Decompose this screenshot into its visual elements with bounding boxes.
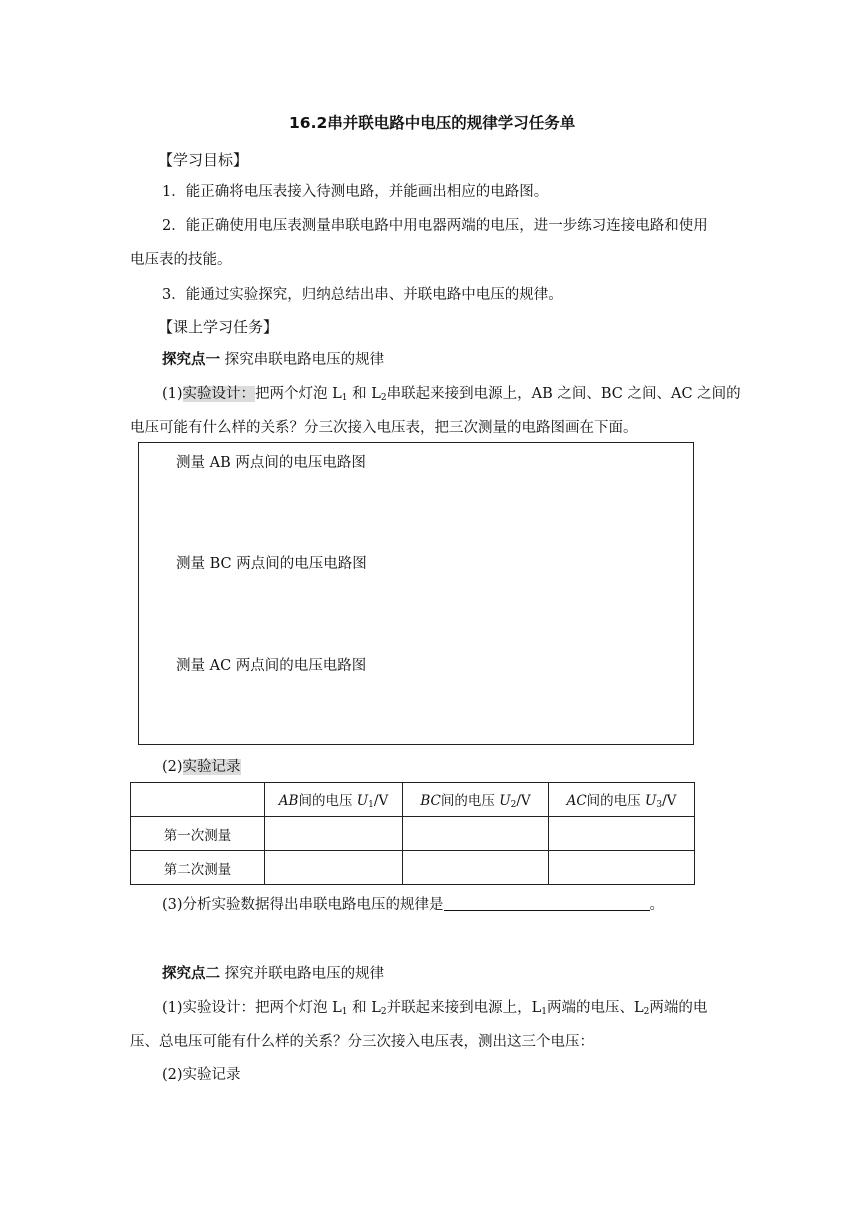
design-text: 串联起来接到电源上，AB 之间、BC 之间、AC 之间的 (386, 386, 741, 402)
header-u: U (499, 793, 511, 809)
empty-cell (549, 851, 695, 885)
design-prefix: (1) (162, 386, 183, 402)
table-header-row (131, 783, 695, 817)
empty-cell (265, 817, 403, 851)
point2-design-line-2: 压、总电压可能有什么样的关系？分三次接入电压表，测出这三个电压： (130, 1034, 594, 1050)
point2-title: 探究并联电路电压的规律 (220, 966, 385, 982)
subscript: 2 (643, 1007, 650, 1017)
analysis-text: (3)分析实验数据得出串联电路电压的规律是 (162, 897, 444, 913)
design-text: 和 L (347, 386, 381, 402)
header-sub: 2 (510, 800, 517, 810)
header-ab (265, 783, 403, 817)
table-row (131, 851, 695, 885)
empty-cell (403, 851, 549, 885)
record-prefix: (2) (162, 759, 183, 775)
subscript: 1 (341, 393, 348, 403)
header-sub: 1 (368, 800, 374, 810)
empty-cell (403, 817, 549, 851)
point1-label: 探究点一 (162, 352, 220, 368)
record-label: 实验记录 (182, 759, 241, 775)
header-unit: /V (373, 793, 389, 809)
header-unit: /V (516, 793, 531, 809)
header-sub: 3 (656, 800, 663, 810)
point2-heading (162, 962, 384, 983)
header-var: BC (420, 793, 441, 809)
row-label: 第二次测量 (131, 851, 265, 885)
objective-1: 1．能正确将电压表接入待测电路，并能画出相应的电路图。 (162, 184, 549, 200)
design-text: 并联起来接到电源上，L (386, 1000, 542, 1016)
design-label: 实验设计： (182, 386, 256, 402)
series-record-table (130, 782, 695, 885)
empty-cell (265, 851, 403, 885)
design-text: 两端的电压、L (546, 1000, 644, 1016)
design-text: 把两个灯泡 L (255, 386, 342, 402)
header-bc (403, 783, 549, 817)
header-var: AB (278, 793, 299, 809)
diagram-drawing-box (138, 442, 694, 745)
point1-record-heading (162, 755, 241, 776)
header-unit: /V (662, 793, 677, 809)
page-title: 16.2串并联电路中电压的规律学习任务单 (289, 114, 576, 132)
analysis-end: 。 (649, 897, 665, 913)
point1-heading (162, 348, 384, 369)
design-text: 两端的电 (649, 1000, 708, 1016)
objective-2-line-1: 2．能正确使用电压表测量串联电路中用电器两端的电压，进一步练习连接电路和使用 (162, 218, 708, 234)
diagram-ac-label: 测量 AC 两点间的电压电路图 (176, 658, 367, 674)
point1-design-line-2: 电压可能有什么样的关系？分三次接入电压表，把三次测量的电路图画在下面。 (130, 420, 638, 436)
table-corner-cell (131, 783, 265, 817)
diagram-ab-label: 测量 AB 两点间的电压电路图 (176, 455, 366, 471)
header-text: 间的电压 (440, 793, 500, 809)
analysis-line (162, 893, 664, 914)
empty-cell (549, 817, 695, 851)
objective-2-line-2: 电压表的技能。 (130, 252, 232, 268)
header-var: AC (566, 793, 587, 809)
header-u: U (644, 793, 657, 809)
point1-title: 探究串联电路电压的规律 (220, 352, 385, 368)
subscript: 1 (341, 1007, 348, 1017)
subscript: 2 (380, 393, 387, 403)
design-text: 和 L (347, 1000, 381, 1016)
row-label: 第一次测量 (131, 817, 265, 851)
point2-label: 探究点二 (162, 966, 220, 982)
subscript: 2 (380, 1007, 387, 1017)
tasks-heading: 【课上学习任务】 (158, 318, 279, 336)
point2-design-line-1 (162, 996, 707, 1017)
point1-design-line-1 (162, 382, 741, 403)
design-text: (1)实验设计：把两个灯泡 L (162, 1000, 342, 1016)
point2-record-heading: (2)实验记录 (162, 1067, 241, 1083)
header-text: 间的电压 (586, 793, 645, 809)
diagram-bc-label: 测量 BC 两点间的电压电路图 (176, 556, 367, 572)
answer-blank (444, 896, 650, 911)
objective-3: 3．能通过实验探究，归纳总结出串、并联电路中电压的规律。 (162, 287, 563, 303)
header-text: 间的电压 (298, 793, 357, 809)
header-ac (549, 783, 695, 817)
header-u: U (356, 793, 369, 809)
objectives-heading: 【学习目标】 (158, 151, 249, 169)
subscript: 1 (541, 1007, 547, 1017)
table-row (131, 817, 695, 851)
